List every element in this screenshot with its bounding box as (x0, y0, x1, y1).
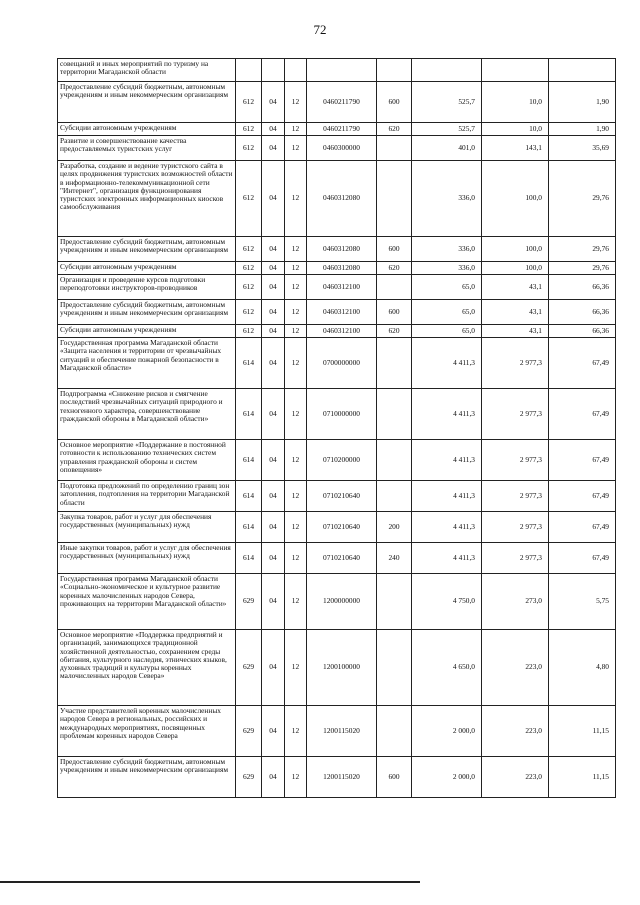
execution-percent-cell: 29,76 (549, 161, 616, 237)
ministry-code-cell: 629 (236, 706, 262, 757)
target-article-cell: 0710210640 (307, 481, 377, 512)
expense-type-cell: 620 (377, 262, 412, 275)
plan-amount-cell: 65,0 (412, 300, 482, 325)
executed-amount-cell: 223,0 (482, 630, 549, 706)
plan-amount-cell: 4 411,3 (412, 543, 482, 574)
target-article-cell: 1200115020 (307, 757, 377, 798)
expense-type-cell: 600 (377, 82, 412, 123)
section-code-cell: 04 (262, 123, 285, 136)
executed-amount-cell: 100,0 (482, 161, 549, 237)
row-name-cell: Организация и проведение курсов подготовки переподготовки инструкторов-проводников (58, 275, 236, 300)
subsection-code-cell: 12 (285, 325, 307, 338)
executed-amount-cell: 2 977,3 (482, 440, 549, 481)
row-name-cell: Субсидии автономным учреждениям (58, 325, 236, 338)
subsection-code-cell: 12 (285, 136, 307, 161)
row-name-cell: Закупка товаров, работ и услуг для обеспечения государственных (муниципальных) нужд (58, 512, 236, 543)
section-code-cell: 04 (262, 82, 285, 123)
execution-percent-cell (549, 59, 616, 82)
row-name-cell: Предоставление субсидий бюджетным, автономным учреждениям и иным некоммерческим организациям (58, 82, 236, 123)
table-row (58, 440, 616, 481)
plan-amount-cell: 525,7 (412, 123, 482, 136)
execution-percent-cell: 66,36 (549, 325, 616, 338)
target-article-cell: 1200100000 (307, 630, 377, 706)
subsection-code-cell: 12 (285, 237, 307, 262)
plan-amount-cell: 2 000,0 (412, 706, 482, 757)
section-code-cell: 04 (262, 389, 285, 440)
target-article-cell: 0460312100 (307, 275, 377, 300)
expense-type-cell (377, 440, 412, 481)
table-row (58, 82, 616, 123)
execution-percent-cell: 11,15 (549, 757, 616, 798)
subsection-code-cell: 12 (285, 706, 307, 757)
table-row (58, 757, 616, 798)
bottom-rule (0, 881, 420, 883)
executed-amount-cell: 273,0 (482, 574, 549, 630)
table-row (58, 136, 616, 161)
executed-amount-cell: 100,0 (482, 262, 549, 275)
executed-amount-cell: 43,1 (482, 275, 549, 300)
expense-type-cell: 600 (377, 237, 412, 262)
executed-amount-cell: 2 977,3 (482, 389, 549, 440)
ministry-code-cell: 629 (236, 630, 262, 706)
executed-amount-cell (482, 59, 549, 82)
row-name-cell: Предоставление субсидий бюджетным, автономным учреждениям и иным некоммерческим организациям (58, 757, 236, 798)
executed-amount-cell: 223,0 (482, 706, 549, 757)
expense-type-cell (377, 706, 412, 757)
execution-percent-cell: 67,49 (549, 512, 616, 543)
expense-type-cell (377, 275, 412, 300)
executed-amount-cell: 10,0 (482, 82, 549, 123)
execution-percent-cell: 66,36 (549, 300, 616, 325)
table-body (58, 59, 616, 798)
expense-type-cell (377, 59, 412, 82)
plan-amount-cell: 4 411,3 (412, 512, 482, 543)
section-code-cell: 04 (262, 262, 285, 275)
row-name-cell: Основное мероприятие «Поддержание в постоянной готовности к использованию технических систем управления гражданской обороны и систем оповещения» (58, 440, 236, 481)
section-code-cell: 04 (262, 757, 285, 798)
plan-amount-cell: 4 650,0 (412, 630, 482, 706)
plan-amount-cell: 525,7 (412, 82, 482, 123)
ministry-code-cell: 612 (236, 136, 262, 161)
ministry-code-cell: 629 (236, 574, 262, 630)
execution-percent-cell: 66,36 (549, 275, 616, 300)
row-name-cell: Подпрограмма «Снижение рисков и смягчение последствий чрезвычайных ситуаций природного и техногенного характера, совершенствование гражданской обороны в Магаданской области» (58, 389, 236, 440)
executed-amount-cell: 223,0 (482, 757, 549, 798)
executed-amount-cell: 143,1 (482, 136, 549, 161)
section-code-cell: 04 (262, 237, 285, 262)
ministry-code-cell: 612 (236, 161, 262, 237)
section-code-cell: 04 (262, 630, 285, 706)
section-code-cell: 04 (262, 338, 285, 389)
subsection-code-cell: 12 (285, 757, 307, 798)
table-row (58, 512, 616, 543)
plan-amount-cell: 401,0 (412, 136, 482, 161)
execution-percent-cell: 1,90 (549, 123, 616, 136)
executed-amount-cell: 2 977,3 (482, 481, 549, 512)
target-article-cell: 0460312080 (307, 262, 377, 275)
target-article-cell: 0460312100 (307, 300, 377, 325)
table-row (58, 161, 616, 237)
executed-amount-cell: 2 977,3 (482, 338, 549, 389)
subsection-code-cell: 12 (285, 512, 307, 543)
subsection-code-cell: 12 (285, 338, 307, 389)
subsection-code-cell: 12 (285, 574, 307, 630)
execution-percent-cell: 35,69 (549, 136, 616, 161)
row-name-cell: Предоставление субсидий бюджетным, автономным учреждениям и иным некоммерческим организациям (58, 237, 236, 262)
ministry-code-cell: 614 (236, 338, 262, 389)
ministry-code-cell: 614 (236, 512, 262, 543)
row-name-cell: Субсидии автономным учреждениям (58, 262, 236, 275)
target-article-cell: 0710210640 (307, 512, 377, 543)
execution-percent-cell: 67,49 (549, 481, 616, 512)
expense-type-cell: 200 (377, 512, 412, 543)
table-row (58, 262, 616, 275)
section-code-cell: 04 (262, 325, 285, 338)
budget-table (57, 58, 616, 798)
target-article-cell: 0460300000 (307, 136, 377, 161)
plan-amount-cell: 2 000,0 (412, 757, 482, 798)
executed-amount-cell: 100,0 (482, 237, 549, 262)
row-name-cell: Участие представителей коренных малочисленных народов Севера в региональных, российских и международных мероприятиях, посвященных проблемам коренных народов Севера (58, 706, 236, 757)
ministry-code-cell (236, 59, 262, 82)
page-number: 72 (313, 22, 327, 37)
plan-amount-cell: 65,0 (412, 325, 482, 338)
subsection-code-cell: 12 (285, 262, 307, 275)
executed-amount-cell: 10,0 (482, 123, 549, 136)
plan-amount-cell: 4 411,3 (412, 440, 482, 481)
ministry-code-cell: 612 (236, 262, 262, 275)
section-code-cell: 04 (262, 574, 285, 630)
table-row (58, 123, 616, 136)
table-row (58, 325, 616, 338)
ministry-code-cell: 614 (236, 389, 262, 440)
target-article-cell: 1200115020 (307, 706, 377, 757)
target-article-cell: 0460312080 (307, 161, 377, 237)
section-code-cell: 04 (262, 136, 285, 161)
row-name-cell: Субсидии автономным учреждениям (58, 123, 236, 136)
table-row (58, 275, 616, 300)
expense-type-cell: 600 (377, 757, 412, 798)
target-article-cell: 0460312100 (307, 325, 377, 338)
row-name-cell: Основное мероприятие «Поддержка предприятий и организаций, занимающихся традиционной хозяйственной деятельностью, сохранением среды обитания, культурного наследия, этнических языков, духовных традиций и культуры коренных малочисленных народов Севера» (58, 630, 236, 706)
executed-amount-cell: 2 977,3 (482, 512, 549, 543)
section-code-cell: 04 (262, 481, 285, 512)
target-article-cell: 0460211790 (307, 82, 377, 123)
row-name-cell: Государственная программа Магаданской области «Защита населения и территории от чрезвычайных ситуаций и обеспечение пожарной безопасности в Магаданской области» (58, 338, 236, 389)
subsection-code-cell: 12 (285, 275, 307, 300)
subsection-code-cell: 12 (285, 161, 307, 237)
subsection-code-cell: 12 (285, 630, 307, 706)
executed-amount-cell: 43,1 (482, 325, 549, 338)
expense-type-cell (377, 630, 412, 706)
expense-type-cell (377, 136, 412, 161)
plan-amount-cell: 4 411,3 (412, 389, 482, 440)
expense-type-cell (377, 574, 412, 630)
expense-type-cell (377, 338, 412, 389)
execution-percent-cell: 67,49 (549, 543, 616, 574)
table-row (58, 543, 616, 574)
ministry-code-cell: 614 (236, 543, 262, 574)
subsection-code-cell: 12 (285, 82, 307, 123)
table-row (58, 389, 616, 440)
ministry-code-cell: 629 (236, 757, 262, 798)
target-article-cell (307, 59, 377, 82)
target-article-cell: 0700000000 (307, 338, 377, 389)
execution-percent-cell: 29,76 (549, 262, 616, 275)
subsection-code-cell: 12 (285, 481, 307, 512)
ministry-code-cell: 612 (236, 82, 262, 123)
target-article-cell: 0460211790 (307, 123, 377, 136)
ministry-code-cell: 614 (236, 481, 262, 512)
row-name-cell: Государственная программа Магаданской области «Социально-экономическое и культурное развитие коренных малочисленных народов Севера, проживающих на территории Магаданской области» (58, 574, 236, 630)
ministry-code-cell: 612 (236, 300, 262, 325)
subsection-code-cell: 12 (285, 543, 307, 574)
execution-percent-cell: 67,49 (549, 338, 616, 389)
row-name-cell: Иные закупки товаров, работ и услуг для обеспечения государственных (муниципальных) нужд (58, 543, 236, 574)
table-row (58, 481, 616, 512)
subsection-code-cell: 12 (285, 300, 307, 325)
subsection-code-cell: 12 (285, 389, 307, 440)
ministry-code-cell: 612 (236, 123, 262, 136)
section-code-cell: 04 (262, 275, 285, 300)
table-row (58, 237, 616, 262)
subsection-code-cell: 12 (285, 123, 307, 136)
row-name-cell: Предоставление субсидий бюджетным, автономным учреждениям и иным некоммерческим организациям (58, 300, 236, 325)
plan-amount-cell: 336,0 (412, 262, 482, 275)
executed-amount-cell: 2 977,3 (482, 543, 549, 574)
expense-type-cell: 600 (377, 300, 412, 325)
execution-percent-cell: 1,90 (549, 82, 616, 123)
table-row (58, 300, 616, 325)
table-row (58, 59, 616, 82)
execution-percent-cell: 29,76 (549, 237, 616, 262)
plan-amount-cell: 336,0 (412, 161, 482, 237)
subsection-code-cell: 12 (285, 440, 307, 481)
plan-amount-cell (412, 59, 482, 82)
target-article-cell: 0460312080 (307, 237, 377, 262)
plan-amount-cell: 4 750,0 (412, 574, 482, 630)
expense-type-cell: 240 (377, 543, 412, 574)
table-row (58, 574, 616, 630)
execution-percent-cell: 5,75 (549, 574, 616, 630)
target-article-cell: 0710210640 (307, 543, 377, 574)
row-name-cell: Разработка, создание и ведение туристского сайта в целях продвижения туристских возможностей области в информационно-телекоммуникационной сети "Интернет", организация функционирования туристских электронных информационных киосков самообслуживания (58, 161, 236, 237)
target-article-cell: 0710000000 (307, 389, 377, 440)
row-name-cell: Развитие и совершенствование качества предоставляемых туристских услуг (58, 136, 236, 161)
expense-type-cell (377, 389, 412, 440)
expense-type-cell (377, 481, 412, 512)
section-code-cell: 04 (262, 706, 285, 757)
expense-type-cell: 620 (377, 123, 412, 136)
section-code-cell: 04 (262, 161, 285, 237)
table-row (58, 706, 616, 757)
section-code-cell: 04 (262, 543, 285, 574)
execution-percent-cell: 11,15 (549, 706, 616, 757)
execution-percent-cell: 67,49 (549, 389, 616, 440)
plan-amount-cell: 4 411,3 (412, 338, 482, 389)
expense-type-cell: 620 (377, 325, 412, 338)
subsection-code-cell (285, 59, 307, 82)
expense-type-cell (377, 161, 412, 237)
section-code-cell: 04 (262, 300, 285, 325)
row-name-cell: Подготовка предложений по определению границ зон затопления, подтопления на территории Магаданской области (58, 481, 236, 512)
execution-percent-cell: 4,80 (549, 630, 616, 706)
plan-amount-cell: 336,0 (412, 237, 482, 262)
table-row (58, 630, 616, 706)
target-article-cell: 1200000000 (307, 574, 377, 630)
section-code-cell (262, 59, 285, 82)
target-article-cell: 0710200000 (307, 440, 377, 481)
executed-amount-cell: 43,1 (482, 300, 549, 325)
ministry-code-cell: 612 (236, 237, 262, 262)
ministry-code-cell: 612 (236, 275, 262, 300)
table-row (58, 338, 616, 389)
section-code-cell: 04 (262, 512, 285, 543)
row-name-cell: совещаний и иных мероприятий по туризму на территории Магаданской области (58, 59, 236, 82)
plan-amount-cell: 4 411,3 (412, 481, 482, 512)
execution-percent-cell: 67,49 (549, 440, 616, 481)
ministry-code-cell: 612 (236, 325, 262, 338)
section-code-cell: 04 (262, 440, 285, 481)
plan-amount-cell: 65,0 (412, 275, 482, 300)
ministry-code-cell: 614 (236, 440, 262, 481)
